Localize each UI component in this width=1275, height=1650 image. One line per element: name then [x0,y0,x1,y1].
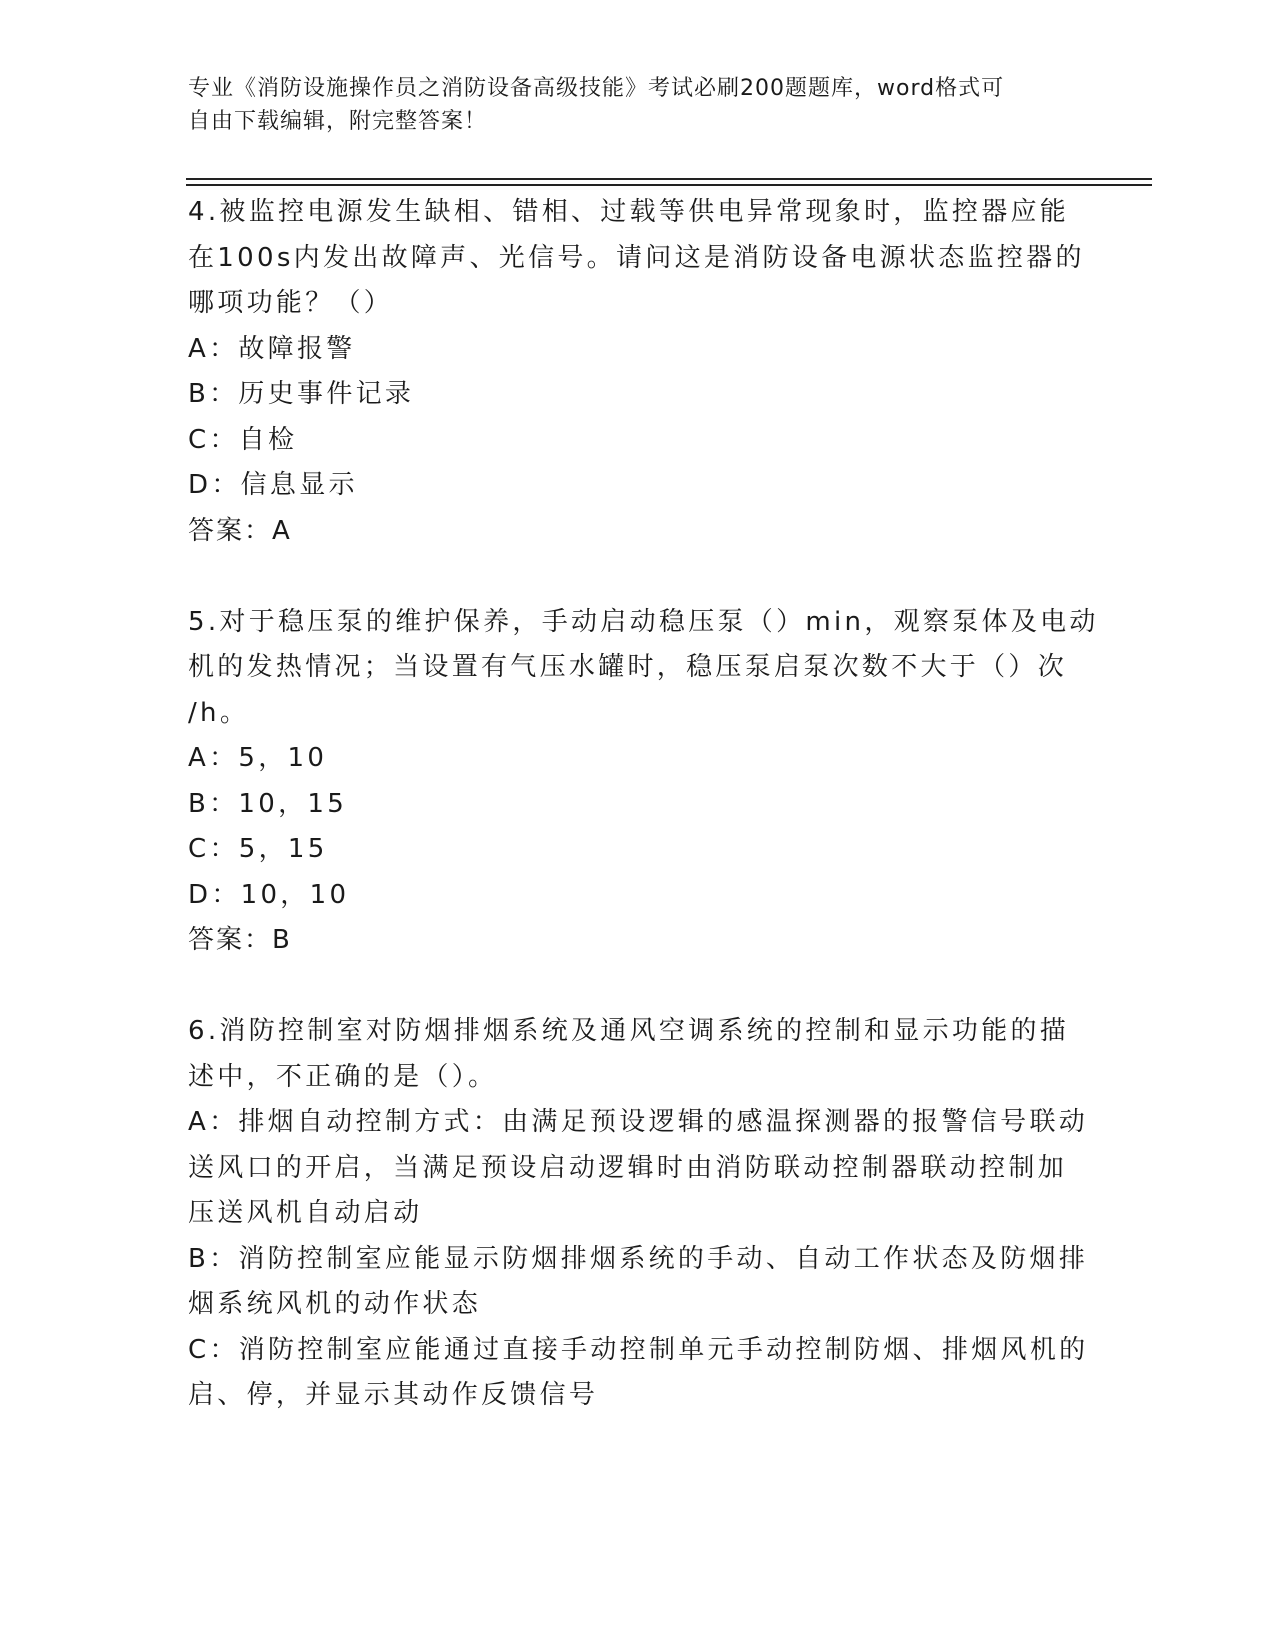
question-block [188,1009,1089,1419]
question-stem-line: 哪项功能？（） [188,288,394,318]
spacer [188,964,1078,1010]
option-d: D：10，10 [188,879,350,910]
spacer [188,554,1078,600]
option-b: B：10，15 [188,788,348,819]
option-line: 压送风机自动启动 [188,1198,423,1228]
option-c: C：自检 [188,424,298,455]
option-line: 烟系统风机的动作状态 [188,1289,482,1319]
option-line: C：消防控制室应能通过直接手动控制单元手动控制防烟、排烟风机的 [188,1334,1089,1365]
option-b: B：历史事件记录 [188,379,415,409]
header-line-2: 自由下载编辑，附完整答案！ [188,109,488,134]
question-stem-line: /h。 [188,697,250,728]
question-block [188,190,1085,554]
option-d: D：信息显示 [188,470,358,500]
question-stem-line: 机的发热情况；当设置有气压水罐时，稳压泵启泵次数不大于（）次 [188,652,1068,682]
question-list [188,190,1099,1419]
question-stem-line: 4.被监控电源发生缺相、错相、过载等供电异常现象时，监控器应能 [188,197,1070,227]
option-line: B：消防控制室应能显示防烟排烟系统的手动、自动工作状态及防烟排 [188,1243,1089,1274]
question-stem-line: 在100s内发出故障声、光信号。请问这是消防设备电源状态监控器的 [188,242,1085,273]
question-stem-line: 6.消防控制室对防烟排烟系统及通风空调系统的控制和显示功能的描 [188,1016,1070,1046]
option-c: C：5，15 [188,834,328,864]
answer-label: 答案：A [188,515,292,546]
option-a: A：故障报警 [188,333,356,364]
option-line: A：排烟自动控制方式：由满足预设逻辑的感温探测器的报警信号联动 [188,1107,1089,1137]
question-stem-line: 述中，不正确的是（）。 [188,1061,498,1092]
option-line: 送风口的开启，当满足预设启动逻辑时由消防联动控制器联动控制加 [188,1152,1068,1183]
answer-label: 答案：B [188,925,292,955]
option-c [188,1328,1089,1419]
document-header [188,72,1068,138]
option-a: A：5，10 [188,743,328,773]
header-divider-top [186,178,1152,180]
question-stem-line: 5.对于稳压泵的维护保养，手动启动稳压泵（）min，观察泵体及电动 [188,606,1099,637]
header-divider-bottom [186,184,1152,186]
option-b [188,1237,1089,1328]
header-line-1: 专业《消防设施操作员之消防设备高级技能》考试必刷200题题库，word格式可 [188,76,1005,101]
option-a [188,1100,1089,1237]
question-block [188,600,1099,964]
option-line: 启、停，并显示其动作反馈信号 [188,1380,599,1410]
